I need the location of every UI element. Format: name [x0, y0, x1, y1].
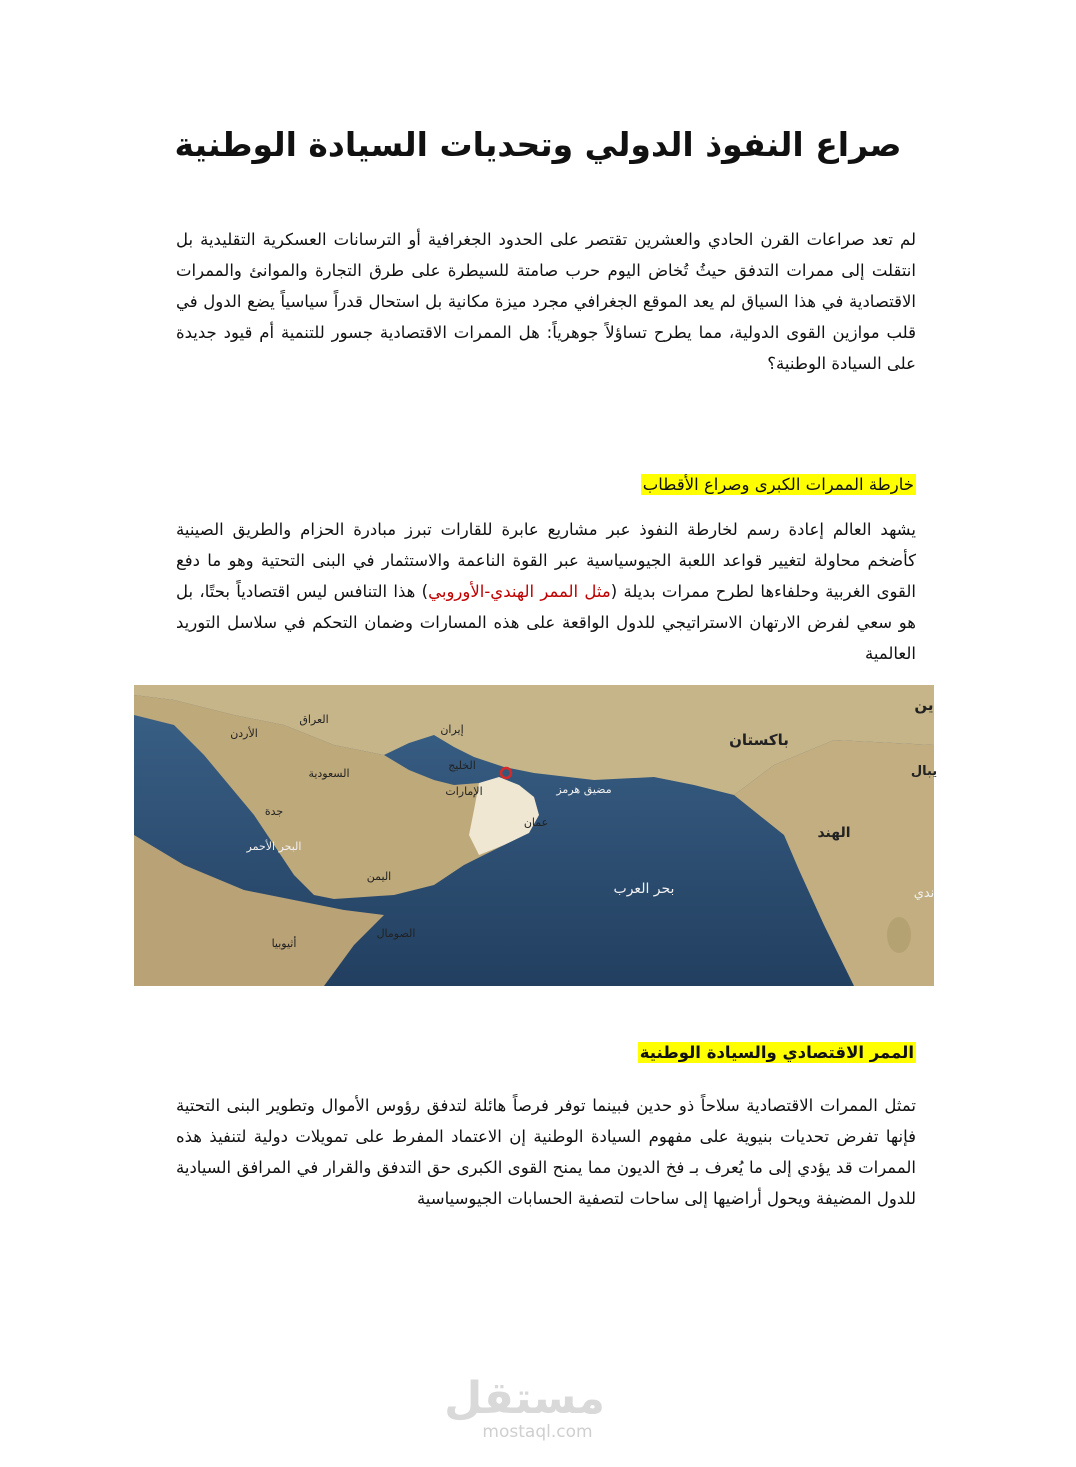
watermark — [444, 1373, 605, 1445]
watermark-url: mostaql.com — [482, 1422, 593, 1442]
label-sri-partial: ندي — [913, 886, 935, 901]
label-china-partial: ين — [914, 696, 934, 714]
watermark-logo: مستقل — [444, 1373, 605, 1424]
section1-paragraph — [176, 514, 916, 669]
label-uae: الإمارات — [445, 785, 483, 798]
label-arabian-sea: بحر العرب — [613, 881, 675, 897]
label-oman: عمان — [523, 816, 549, 829]
label-saudi: السعودية — [308, 767, 350, 780]
label-ethiopia: أثيوبيا — [271, 937, 297, 950]
section2-paragraph: تمثل الممرات الاقتصادية سلاحاً ذو حدين فبينما توفر فرصاً هائلة لتدفق رؤوس الأموال وتطوير البنى التحتية فإنها تفرض تحديات بنيوية على مفهوم السيادة الوطنية إن الاعتماد المفرط على تمويلات دولية لتنفيذ هذه الممرات قد يؤدي إلى ما يُعرف بـ فخ الديون مما يمنح القوى الكبرى حق التدفق والقرار في المرافق السيادية للدول المضيفة ويحول أراضيها إلى ساحات لتصفية الحسابات الجيوسياسية — [176, 1096, 916, 1208]
section1-heading-text: خارطة الممرات الكبرى وصراع الأقطاب — [642, 475, 914, 494]
intro-paragraph: لم تعد صراعات القرن الحادي والعشرين تقتصر على الحدود الجغرافية أو الترسانات العسكرية التقليدية بل انتقلت إلى ممرات التدفق حيثُ تُخاض اليوم حرب صامتة للسيطرة على طرق التجارة والموانئ والممرات الاقتصادية في هذا السياق لم يعد الموقع الجغرافي مجرد ميزة مكانية بل استحال قدراً سياسياً يضع الدول في قلب موازين القوى الدولية، مما يطرح تساؤلاً جوهرياً: هل الممرات الاقتصادية جسور للتنمية أم قيود جديدة على السيادة الوطنية؟ — [176, 230, 916, 373]
section2-heading-text: الممر الاقتصادي والسيادة الوطنية — [639, 1043, 914, 1062]
section1-text-before: يشهد العالم إعادة رسم لخارطة النفوذ عبر مشاريع عابرة للقارات تبرز مبادرة الحزام والطريق الصينية كأضخم محاولة لتغيير قواعد اللعبة الجيوسياسية عبر القوة الناعمة والاستثمار في البنى التحتية وهو ما دفع القوى الغربية وحلفاءها لطرح ممرات بديلة ( — [176, 520, 916, 601]
label-pakistan: باكستان — [729, 731, 789, 749]
label-india: الهند — [817, 825, 851, 841]
document-title: صراع النفوذ الدولي وتحديات السيادة الوطنية — [174, 125, 902, 164]
label-jordan: الأردن — [230, 727, 258, 740]
label-iran: إيران — [440, 723, 464, 736]
label-yemen: اليمن — [366, 870, 392, 883]
label-somalia: الصومال — [376, 927, 416, 940]
label-red-sea: البحر الأحمر — [246, 840, 302, 853]
region-map-image — [134, 685, 938, 986]
corridor-highlight: مثل الممر الهندي-الأوروبي — [428, 582, 611, 601]
label-jeddah: جدة — [264, 805, 284, 818]
label-iraq: العراق — [299, 713, 329, 726]
label-gulf: الخليج — [448, 759, 476, 772]
sri-lanka — [887, 917, 911, 953]
section1-text-after: ) هذا التنافس ليس اقتصادياً بحتًا، بل هو سعي لفرض الارتهان الاستراتيجي للدول الواقعة على هذه المسارات وضمان التحكم في سلاسل التوريد العالمية — [176, 582, 916, 663]
label-hormuz: مضيق هرمز — [556, 783, 612, 796]
section1-heading — [641, 472, 916, 498]
section2-heading — [638, 1040, 916, 1066]
label-nepal-partial: يبال — [910, 764, 938, 779]
